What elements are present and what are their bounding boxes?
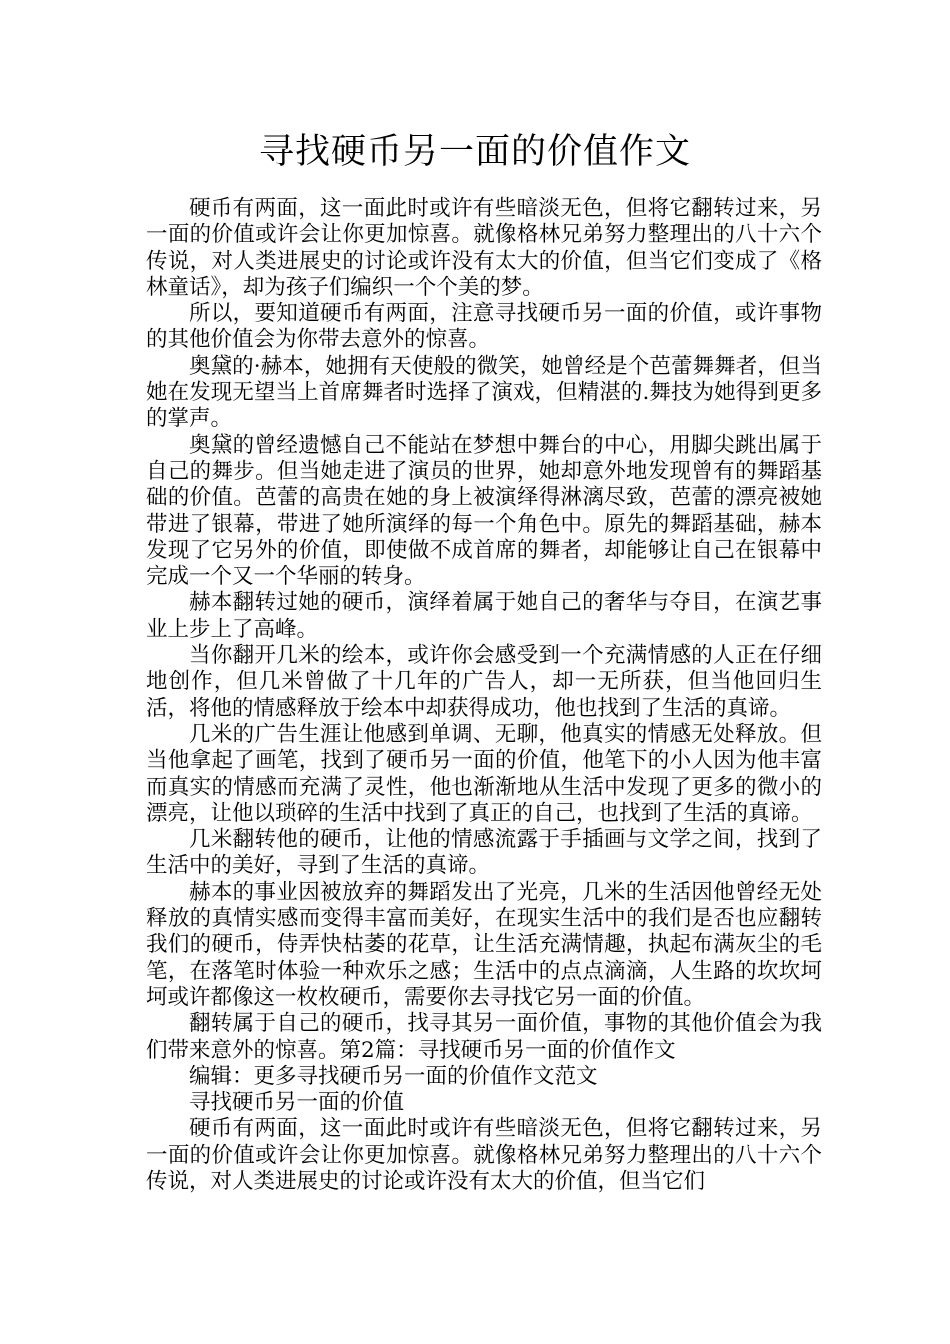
paragraph: 几米的广告生涯让他感到单调、无聊，他真实的情感无处释放。但当他拿起了画笔，找到了硬币另一面的价值，他笔下的小人因为他丰富而真实的情感而充满了灵性，他也渐渐地从生活中发现了更多的微小的漂亮，让他以琐碎的生活中找到了真正的自己，也找到了生活的真谛。 <box>146 721 822 826</box>
paragraph: 当你翻开几米的绘本，或许你会感受到一个充满情感的人正在仔细地创作，但几米曾做了十几年的广告人，却一无所获，但当他回归生活，将他的情感释放于绘本中却获得成功，他也找到了生活的真谛。 <box>146 643 822 721</box>
paragraph: 奥黛的·赫本，她拥有天使般的微笑，她曾经是个芭蕾舞舞者，但当她在发现无望当上首席舞者时选择了演戏，但精湛的.舞技为她得到更多的掌声。 <box>146 353 822 432</box>
paragraph: 所以，要知道硬币有两面，注意寻找硬币另一面的价值，或许事物的其他价值会为你带去意外的惊喜。 <box>146 301 822 353</box>
paragraph: 编辑：更多寻找硬币另一面的价值作文范文 <box>189 1063 598 1089</box>
paragraph: 几米翻转他的硬币，让他的情感流露于手插画与文学之间，找到了生活中的美好，寻到了生活的真谛。 <box>146 827 822 879</box>
paragraph: 奥黛的曾经遗憾自己不能站在梦想中舞台的中心，用脚尖跳出属于自己的舞步。但当她走进了演员的世界，她却意外地发现曾有的舞蹈基础的价值。芭蕾的高贵在她的身上被演绎得淋漓尽致，芭蕾的漂亮被她带进了银幕，带进了她所演绎的每一个角色中。原先的舞蹈基础，赫本发现了它另外的价值，即使做不成首席的舞者，却能够让自己在银幕中完成一个又一个华丽的转身。 <box>146 432 822 590</box>
paragraph: 硬币有两面，这一面此时或许有些暗淡无色，但将它翻转过来，另一面的价值或许会让你更加惊喜。就像格林兄弟努力整理出的八十六个传说，对人类进展史的讨论或许没有太大的价值，但当它们 <box>146 1116 822 1194</box>
paragraph: 翻转属于自己的硬币，找寻其另一面价值，事物的其他价值会为我们带来意外的惊喜。第2篇：寻找硬币另一面的价值作文 <box>146 1011 822 1063</box>
paragraph: 寻找硬币另一面的价值 <box>189 1090 405 1116</box>
paragraph: 赫本翻转过她的硬币，演绎着属于她自己的奢华与夺目，在演艺事业上步上了高峰。 <box>146 590 822 642</box>
document-title: 寻找硬币另一面的价值作文 <box>258 132 691 172</box>
paragraph: 硬币有两面，这一面此时或许有些暗淡无色，但将它翻转过来，另一面的价值或许会让你更加惊喜。就像格林兄弟努力整理出的八十六个传说，对人类进展史的讨论或许没有太大的价值，但当它们变成了《格林童话》，却为孩子们编织一个个美的梦。 <box>146 196 822 300</box>
document-body <box>146 196 822 1195</box>
paragraph: 赫本的事业因被放弃的舞蹈发出了光亮，几米的生活因他曾经无处释放的真情实感而变得丰富而美好，在现实生活中的我们是否也应翻转我们的硬币，侍弄快枯萎的花草，让生活充满情趣，执起布满灰尘的毛笔，在落笔时体验一种欢乐之感；生活中的点点滴滴，人生路的坎坎坷坷或许都像这一枚枚硬币，需要你去寻找它另一面的价值。 <box>146 879 822 1010</box>
